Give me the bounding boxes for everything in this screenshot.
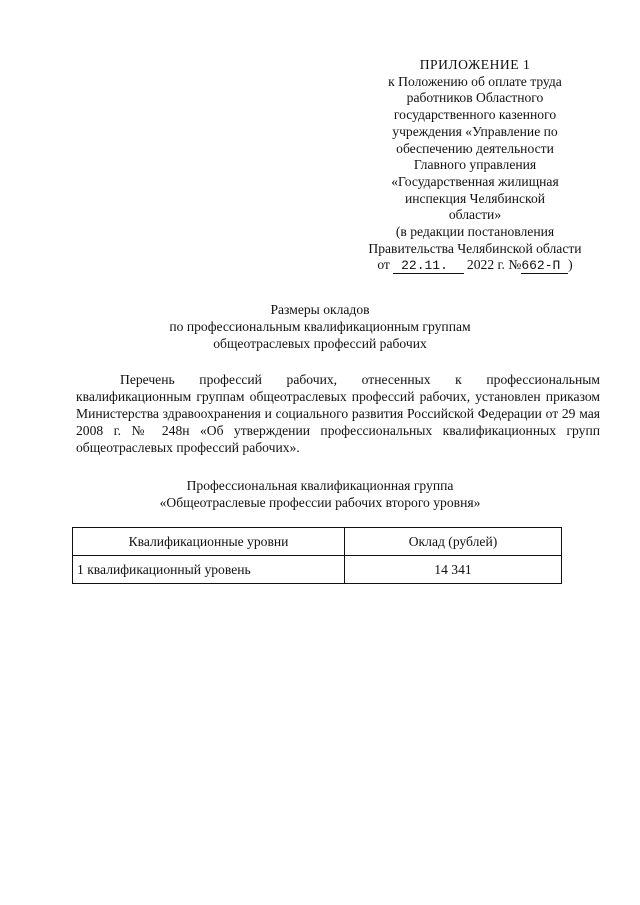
- heading-line: Размеры окладов: [270, 302, 370, 317]
- level-name-cell: 1 квалификационный уровень: [73, 556, 345, 584]
- appendix-line: учреждения «Управление по: [392, 123, 558, 139]
- date-day-month-value: 22.11.: [401, 258, 448, 274]
- date-prefix: от: [377, 257, 390, 273]
- appendix-line: «Государственная жилищная: [391, 173, 559, 189]
- appendix-line: инспекция Челябинской: [404, 190, 546, 206]
- appendix-block: [340, 57, 610, 274]
- body-paragraph: Перечень профессий рабочих, отнесенных к профессиональным квалификационным группам общеотраслевых профессий рабочих, установлен приказом Министерства здравоохранения и социального развития Российской Федерации от 29 мая 2008 г. № 248н «Об утверждении профессиональных квалификационных групп общеотраслевых профессий рабочих».: [76, 372, 600, 455]
- appendix-line: области»: [448, 207, 502, 223]
- heading-line: по профессиональным квалификационным группам: [169, 319, 471, 334]
- appendix-line: государственного казенного: [393, 107, 557, 123]
- decree-number: [521, 259, 568, 274]
- appendix-line: Правительства Челябинской области: [368, 240, 582, 256]
- appendix-line: к Положению об оплате труда: [388, 73, 562, 89]
- appendix-line: работников Областного: [406, 90, 544, 106]
- decree-number-value: 662-П: [521, 258, 561, 274]
- date-day-month: [393, 259, 463, 274]
- appendix-line: Главного управления: [413, 157, 537, 173]
- table-row: [73, 556, 562, 584]
- column-header-levels: Квалификационные уровни: [73, 528, 345, 556]
- table-header-row: [73, 528, 562, 556]
- appendix-title: ПРИЛОЖЕНИЕ 1: [419, 57, 531, 72]
- column-header-salary: Оклад (рублей): [345, 528, 562, 556]
- appendix-date-line: [340, 257, 610, 274]
- group-title-line: «Общеотраслевые профессии рабочих второго уровня»: [159, 495, 481, 510]
- group-title: [0, 477, 640, 511]
- group-title-line: Профессиональная квалификационная группа: [186, 478, 454, 493]
- appendix-line: (в редакции постановления: [395, 224, 555, 240]
- appendix-line: обеспечению деятельности: [396, 140, 554, 156]
- salary-table: [72, 527, 562, 584]
- section-heading: [0, 301, 640, 352]
- salary-cell: 14 341: [345, 556, 562, 584]
- heading-line: общеотраслевых профессий рабочих: [213, 336, 427, 351]
- date-closing: ): [568, 257, 573, 273]
- date-year: 2022 г. №: [466, 257, 522, 273]
